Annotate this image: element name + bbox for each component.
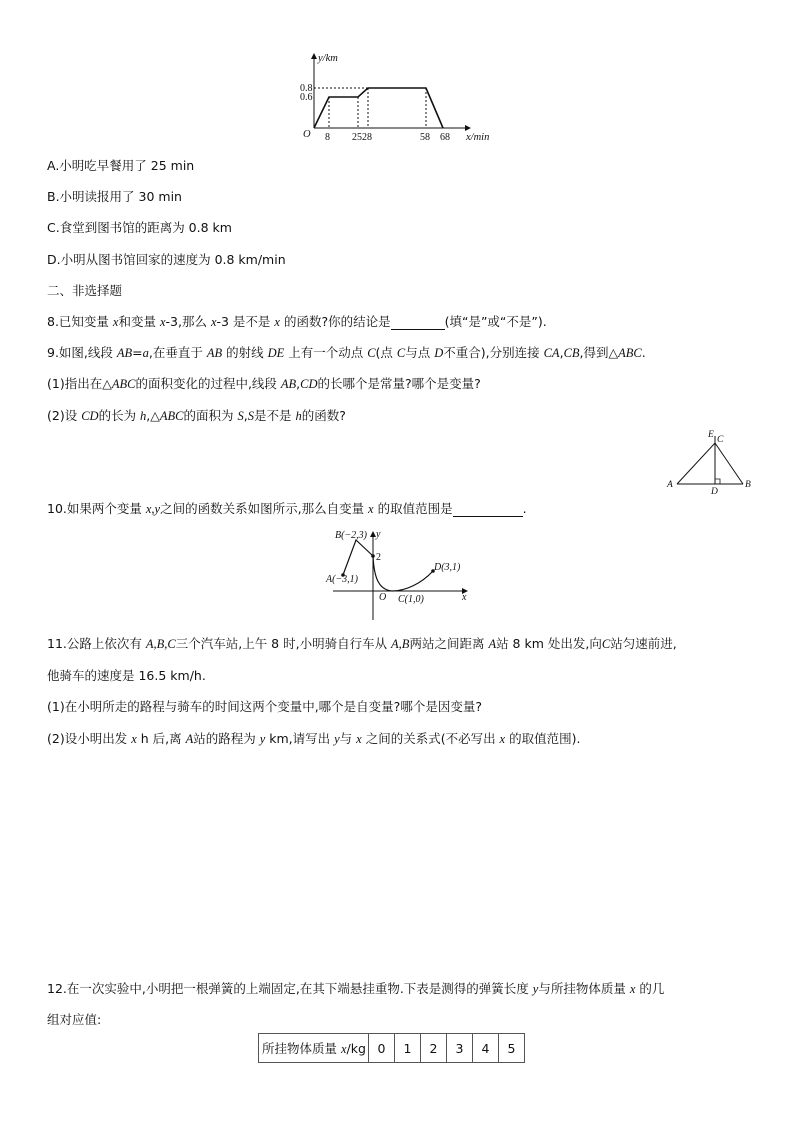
var: CD (300, 377, 318, 391)
var: C (396, 346, 406, 360)
q9-text: 的长哪个是常量?哪个是变量? (317, 376, 481, 391)
section-heading: 二、非选择题 (47, 283, 123, 298)
var: x (356, 732, 362, 746)
var-x: x (274, 315, 280, 329)
var: h (295, 409, 302, 423)
label-b: B(−2,3) (335, 530, 368, 541)
triangle-abc (677, 443, 743, 484)
var: D (434, 346, 444, 360)
q11-text: km,请写出 (265, 731, 335, 746)
label-d: D(3,1) (434, 562, 461, 573)
origin-label: O (379, 592, 387, 603)
q11-text: 两站之间距离 (409, 636, 489, 651)
var: ABC (159, 409, 184, 423)
table-cell: 3 (446, 1034, 472, 1063)
x-tick-58: 58 (420, 132, 430, 142)
q9-text: 是不是 (253, 408, 296, 423)
y-tick-0.8: 0.8 (300, 83, 313, 94)
question-11 (47, 636, 677, 652)
q9-text: , (559, 345, 564, 360)
q8-text: -3 是不是 (216, 314, 275, 329)
var: x (629, 982, 636, 996)
q8-text: 的函数?你的结论是 (279, 314, 391, 329)
var: y (532, 982, 539, 996)
distance-time-graph (300, 50, 500, 142)
q9-text: 的函数? (301, 408, 346, 423)
q11-text: 与 (339, 731, 357, 746)
var: x (131, 732, 137, 746)
q9-text: 的面积为 (183, 408, 238, 423)
table-cell: 1 (394, 1034, 420, 1063)
var: C (601, 637, 611, 651)
header-text: 所挂物体质量 (262, 1041, 341, 1056)
q9-text: ,在垂直于 (148, 345, 207, 360)
q9-text: 的长为 (98, 408, 141, 423)
q11-text: 之间的关系式(不必写出 (361, 731, 500, 746)
var: y (259, 732, 266, 746)
y-tick-0.6: 0.6 (300, 92, 313, 103)
var: CB (563, 346, 580, 360)
x-tick-8: 8 (325, 132, 330, 142)
var: AB (116, 346, 133, 360)
var: AB (206, 346, 223, 360)
q9-text: , (243, 408, 248, 423)
q12-text: 的几 (635, 981, 665, 996)
question-9-part-2 (47, 408, 346, 424)
var: x (499, 732, 506, 746)
q9-text: 9.如图,线段 (47, 345, 117, 360)
q11-text: (2)设小明出发 (47, 731, 132, 746)
var: x (368, 502, 374, 516)
var-x: x (210, 315, 217, 329)
q9-text: 的射线 (222, 345, 268, 360)
segment-ab-by (343, 540, 373, 575)
function-graph (325, 526, 475, 622)
q10-text: 10.如果两个变量 (47, 501, 146, 516)
curve-to-c-to-d (373, 556, 433, 591)
q10-text: 之间的函数关系如图所示,那么自变量 (160, 501, 369, 516)
q11-text: 站的路程为 (193, 731, 260, 746)
q12-text: 与所挂物体质量 (538, 981, 630, 996)
q9-text: 上有一个动点 (284, 345, 368, 360)
question-12-line-2: 组对应值: (47, 1012, 102, 1027)
table-cell: 5 (498, 1034, 524, 1063)
q11-text: 11.公路上依次有 (47, 636, 146, 651)
q9-text: ,得到△ (579, 345, 619, 360)
q8-text: -3,那么 (165, 314, 211, 329)
q11-text: 站 8 km 处出发,向 (496, 636, 602, 651)
q11-text: h 后,离 (136, 731, 186, 746)
table-header-cell (259, 1034, 369, 1063)
var: x,y (145, 502, 161, 516)
q9-text: (点 (375, 345, 397, 360)
option-a: A.小明吃早餐用了 25 min (47, 158, 195, 173)
var: AB (280, 377, 297, 391)
answer-blank[interactable] (453, 504, 523, 517)
option-d: D.小明从图书馆回家的速度为 0.8 km/min (47, 252, 286, 267)
y-axis-label: y/km (318, 53, 338, 64)
q10-text: . (522, 501, 527, 516)
option-c: C.食堂到图书馆的距离为 0.8 km (47, 220, 232, 235)
x-tick-2528: 2528 (352, 132, 372, 142)
q8-text: 8.已知变量 (47, 314, 113, 329)
q9-text: 与点 (405, 345, 435, 360)
x-axis-label: x/min (466, 132, 490, 142)
label-a: A (667, 480, 673, 490)
var: A (185, 732, 194, 746)
label-c: C (717, 435, 724, 445)
journey-line (314, 88, 443, 128)
answer-blank[interactable] (391, 317, 445, 330)
table-cell: 2 (420, 1034, 446, 1063)
label-b: B (745, 480, 751, 490)
q8-text: (填“是”或“不是”). (444, 314, 547, 329)
q9-text: (1)指出在△ (47, 376, 112, 391)
right-angle-mark (715, 479, 720, 484)
q9-text: , (296, 376, 301, 391)
q11-text: 站匀速前进, (610, 636, 677, 651)
header-text: /kg (346, 1041, 366, 1056)
var: CA (543, 346, 560, 360)
q9-text: (2)设 (47, 408, 82, 423)
question-9-part-1 (47, 376, 481, 392)
var: CD (81, 409, 99, 423)
var: C (367, 346, 376, 360)
mass-table (258, 1033, 525, 1063)
label-d: D (711, 487, 718, 496)
table-cell: 4 (472, 1034, 498, 1063)
point-y (371, 554, 375, 558)
q9-text: ,△ (146, 408, 160, 423)
label-2: 2 (376, 552, 381, 563)
var: h (140, 409, 147, 423)
q9-text: . (641, 345, 646, 360)
q8-text: 和变量 (118, 314, 160, 329)
label-a: A(−3,1) (326, 574, 359, 585)
x-tick-68: 68 (440, 132, 450, 142)
question-12 (47, 981, 664, 997)
y-axis-label: y (376, 529, 381, 540)
var: S (247, 409, 254, 423)
var-x: x (159, 315, 166, 329)
label-c: C(1,0) (398, 594, 424, 605)
var: x (340, 1042, 347, 1056)
q9-text: 的面积变化的过程中,线段 (135, 376, 281, 391)
var: A,B (391, 637, 410, 651)
question-11-part-1: (1)在小明所走的路程与骑车的时间这两个变量中,哪个是自变量?哪个是因变量? (47, 699, 482, 714)
var: ABC (618, 346, 642, 360)
var: A,B,C (145, 637, 176, 651)
table-row (259, 1034, 525, 1063)
q12-text: 12.在一次实验中,小明把一根弹簧的上端固定,在其下端悬挂重物.下表是测得的弹簧长度 (47, 981, 533, 996)
question-10 (47, 501, 527, 517)
question-9 (47, 345, 646, 361)
var: a (142, 346, 149, 360)
question-11-part-2 (47, 731, 580, 747)
var: DE (267, 346, 285, 360)
var: S (237, 409, 244, 423)
question-8 (47, 314, 547, 330)
q11-text: 的取值范围). (505, 731, 581, 746)
var: y (334, 732, 340, 746)
var-x: x (112, 315, 119, 329)
x-axis-label: x (462, 592, 467, 603)
q9-text: = (132, 345, 143, 360)
question-11-line-2: 他骑车的速度是 16.5 km/h. (47, 668, 206, 683)
origin-label: O (303, 129, 311, 140)
q11-text: 三个汽车站,上午 8 时,小明骑自行车从 (175, 636, 392, 651)
q10-text: 的取值范围是 (373, 501, 453, 516)
var: ABC (111, 377, 136, 391)
q9-text: 不重合),分别连接 (443, 345, 544, 360)
triangle-figure (665, 428, 755, 496)
var: A (488, 637, 497, 651)
label-e: E (708, 430, 714, 440)
option-b: B.小明读报用了 30 min (47, 189, 182, 204)
table-cell: 0 (368, 1034, 394, 1063)
